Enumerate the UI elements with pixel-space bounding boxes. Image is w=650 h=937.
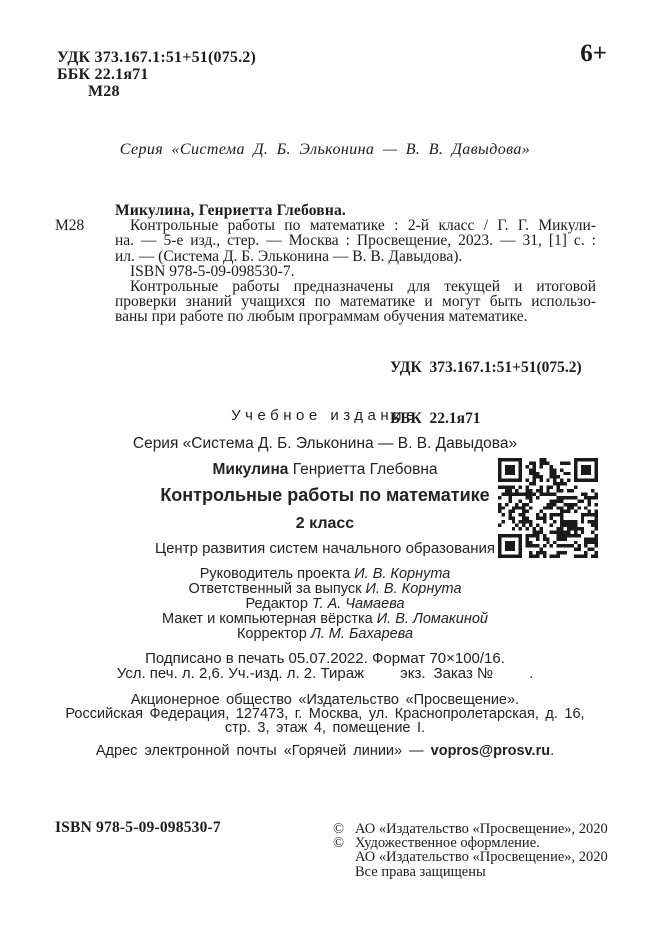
credit-role: Ответственный за выпуск: [188, 580, 362, 597]
copyright-text: Все права защищены: [355, 863, 486, 880]
publisher-line: Российская Федерация, 127473, г. Москва, ул. Краснопролетарская, д. 16,: [65, 705, 585, 722]
credit-role: Редактор: [245, 595, 308, 612]
bbk-right-line: ББК 22.1я71: [390, 410, 481, 427]
credit-name: И. В. Корнута: [354, 566, 451, 582]
center-label: Центр развития систем начального образования: [154, 540, 495, 557]
edition-type-label: Учебное издание: [231, 407, 419, 424]
series-line-sans: Серия «Система Д. Б. Эльконина — В. В. Давыдова»: [132, 435, 518, 452]
copyright-block: [333, 822, 608, 879]
footer-isbn: ISBN 978-5-09-098530-7: [55, 819, 221, 836]
biblio-description-line: на. — 5-е изд., стер. — Москва : Просвещение, 2023. — 31, [1] с. :: [115, 232, 596, 250]
print-info: [0, 651, 650, 682]
copyright-text: Художественное оформление.: [355, 835, 540, 852]
credit-name: Л. М. Бахарева: [310, 625, 414, 642]
publisher-line: стр. 3, этаж 4, помещение I.: [224, 719, 426, 736]
qr-code: [498, 458, 598, 558]
credit-role: Макет и компьютерная вёрстка: [162, 610, 373, 627]
author-surname: Микулина: [212, 461, 289, 478]
copyright-symbol: ©: [333, 835, 345, 852]
annotation-line: ваны при работе по любым программам обучения математике.: [115, 308, 528, 326]
credit-name: Т. А. Чамаева: [311, 595, 405, 612]
email-prefix: Адрес электронной почты «Горячей линии» —: [95, 742, 431, 759]
bbk-code: ББК 22.1я71: [57, 66, 149, 83]
udk-right-line: УДК 373.167.1:51+51(075.2): [390, 359, 582, 376]
annotation-line: Контрольные работы предназначены для текущей и итоговой: [130, 278, 596, 296]
email-suffix: .: [550, 742, 555, 759]
print-run-line: [0, 666, 650, 682]
copyright-symbol: [333, 850, 355, 864]
biblio-author-heading: Микулина, Генриетта Глебовна.: [115, 202, 346, 219]
credit-line: [0, 582, 650, 597]
biblio-isbn-line: ISBN 978-5-09-098530-7.: [130, 262, 295, 280]
bibliographic-block: [55, 202, 596, 326]
credit-line: [0, 597, 650, 612]
copyright-text: АО «Издательство «Просвещение», 2020: [355, 821, 608, 837]
credit-name: И. В. Корнута: [365, 580, 462, 597]
print-run-prefix: Усл. печ. л. 2,6. Уч.-изд. л. 2. Тираж: [116, 665, 365, 683]
copyright-symbol: [333, 865, 355, 879]
credit-role: Корректор: [236, 625, 307, 642]
book-title: Контрольные работы по математике: [160, 485, 490, 505]
publisher-address: [0, 693, 650, 735]
copyright-text: АО «Издательство «Просвещение», 2020: [355, 849, 608, 866]
annotation-line: проверки знаний учащихся по математике и могут быть использо-: [115, 293, 596, 311]
credit-line: [0, 567, 650, 582]
credit-line: [0, 627, 650, 642]
copyright-line: [333, 822, 608, 836]
biblio-description-line: ил. — (Система Д. Б. Эльконина — В. В. Давыдова).: [115, 247, 463, 265]
copyright-line: [333, 836, 608, 850]
hotline-email-line: [0, 744, 650, 759]
credit-role: Руководитель проекта: [199, 566, 351, 582]
publisher-line: Акционерное общество «Издательство «Просвещение».: [130, 691, 520, 708]
period: .: [529, 665, 534, 683]
copyright-symbol: ©: [333, 821, 345, 837]
print-date-format-line: Подписано в печать 05.07.2022. Формат 70×100/16.: [145, 649, 505, 667]
udk-code: УДК 373.167.1:51+51(075.2): [57, 49, 257, 66]
series-line-serif: Серия «Система Д. Б. Эльконина — В. В. Давыдова»: [119, 141, 531, 158]
copyright-line: [333, 865, 608, 879]
hotline-email: vopros@prosv.ru: [430, 742, 551, 759]
top-classification-codes: [57, 49, 256, 100]
biblio-margin-code: М28: [55, 217, 85, 234]
biblio-description-line: Контрольные работы по математике : 2-й класс / Г. Г. Микули-: [130, 217, 596, 235]
copyright-line: [333, 850, 608, 864]
credit-name: И. В. Ломакиной: [376, 610, 488, 627]
author-given-names: Генриетта Глебовна: [288, 461, 438, 478]
ekz-label: экз.: [400, 665, 426, 683]
credit-line: [0, 612, 650, 627]
credits-list: [0, 567, 650, 642]
age-rating-badge: 6+: [580, 40, 607, 67]
author-sign-code: М28: [88, 83, 120, 100]
order-number-label: Заказ №: [433, 665, 494, 683]
grade-label: 2 класс: [295, 515, 355, 532]
